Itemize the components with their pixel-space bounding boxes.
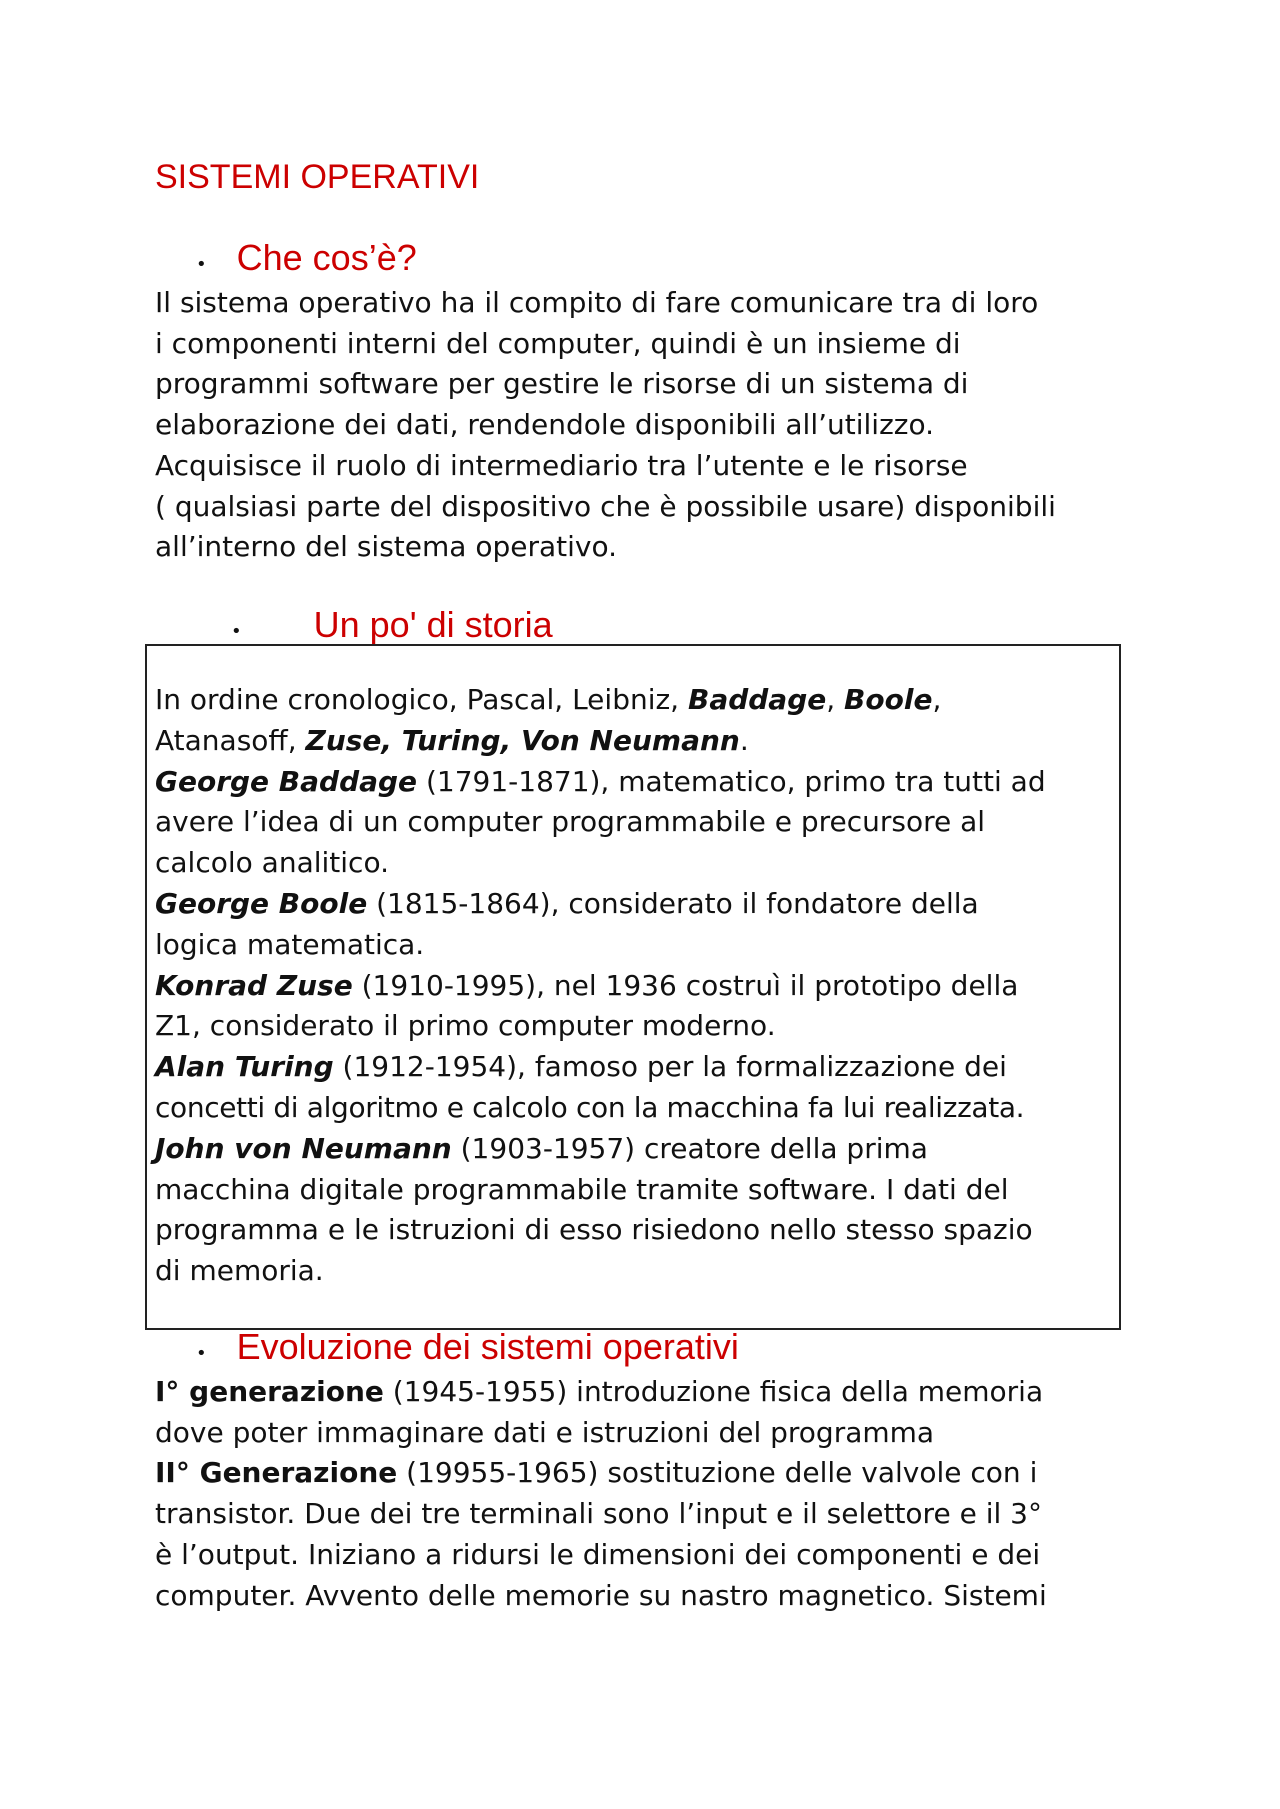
intro-line: Il sistema operativo ha il compito di fare comunicare tra di loro (155, 286, 1039, 319)
history-text: . (739, 723, 749, 757)
history-line: Z1, considerato il primo computer moderno. (155, 1009, 776, 1043)
evolution-line: transistor. Due dei tre terminali sono l’input e il selettore e il 3° (155, 1497, 1042, 1531)
history-text: In ordine cronologico, Pascal, Leibniz, (155, 683, 688, 716)
evolution-line: dove poter immaginare dati e istruzioni del programma (155, 1415, 935, 1449)
history-line: avere l’idea di un computer programmabile e precursore al (155, 805, 986, 839)
evolution-text: (1945-1955) introduzione fisica della memoria (383, 1375, 1044, 1408)
section-heading-history (231, 604, 553, 646)
evolution-line (155, 1372, 1135, 1413)
history-line (155, 884, 1125, 925)
person-name: Konrad Zuse (155, 968, 353, 1002)
section-heading-evolution (196, 1326, 739, 1368)
section-heading-intro (196, 237, 417, 279)
history-text: , (826, 683, 845, 716)
history-line (155, 1129, 1125, 1170)
evolution-line: computer. Avvento delle memorie su nastro magnetico. Sistemi (155, 1578, 1047, 1612)
history-line (155, 762, 1125, 803)
evolution-line: è l’output. Iniziano a ridursi le dimensioni dei componenti e dei (155, 1537, 1041, 1571)
generation-label: I° generazione (155, 1375, 384, 1408)
history-text: (1910-1995), nel 1936 costruì il prototipo della (352, 968, 1019, 1002)
name-baddage: Baddage (687, 683, 827, 716)
intro-line: Acquisisce il ruolo di intermediario tra l’utente e le risorse (155, 448, 968, 482)
history-line (155, 721, 1125, 762)
history-paragraph (155, 680, 1125, 1292)
names-list: Zuse, Turing, Von Neumann (305, 723, 740, 757)
bullet-icon: • (196, 254, 207, 275)
history-line (155, 680, 1125, 721)
intro-line: all’interno del sistema operativo. (155, 530, 617, 564)
history-text: (1791-1871), matematico, primo tra tutti ad (417, 764, 1046, 798)
evolution-text: (19955-1965) sostituzione delle valvole con i (397, 1456, 1038, 1490)
generation-label: II° Generazione (155, 1456, 398, 1490)
intro-line: ( qualsiasi parte del dispositivo che è possibile usare) disponibili (155, 489, 1056, 523)
document-title: SISTEMI OPERATIVI (155, 158, 480, 196)
history-line: di memoria. (155, 1254, 324, 1288)
history-line: calcolo analitico. (155, 846, 389, 880)
evolution-heading: Evoluzione dei sistemi operativi (236, 1326, 739, 1367)
intro-line: programmi software per gestire le risorse di un sistema di (155, 367, 969, 401)
person-name: George Boole (155, 886, 368, 920)
history-line: programma e le istruzioni di esso risiedono nello stesso spazio (155, 1213, 1033, 1247)
history-text: Atanasoff, (155, 723, 306, 757)
history-text: (1903-1957) creatore della prima (451, 1131, 928, 1165)
history-line: logica matematica. (155, 927, 425, 961)
history-text: (1912-1954), famoso per la formalizzazione dei (333, 1050, 1007, 1084)
history-line (155, 966, 1125, 1007)
history-line: concetti di algoritmo e calcolo con la macchina fa lui realizzata. (155, 1090, 1025, 1124)
history-text: (1815-1864), considerato il fondatore della (367, 886, 979, 920)
history-line (155, 1047, 1125, 1088)
person-name: John von Neumann (155, 1131, 452, 1165)
intro-paragraph (155, 283, 1135, 568)
bullet-icon: • (196, 1343, 207, 1364)
person-name: George Baddage (155, 764, 418, 798)
person-name: Alan Turing (155, 1050, 334, 1084)
intro-line: elaborazione dei dati, rendendole disponibili all’utilizzo. (155, 408, 935, 442)
bullet-icon: • (231, 621, 242, 642)
evolution-paragraph (155, 1372, 1135, 1616)
history-text: , (932, 683, 942, 716)
intro-heading: Che cos’è? (236, 237, 417, 278)
history-heading: Un po' di storia (313, 604, 553, 645)
intro-line: i componenti interni del computer, quindi è un insieme di (155, 326, 961, 360)
history-line: macchina digitale programmabile tramite software. I dati del (155, 1172, 1009, 1206)
evolution-line (155, 1453, 1135, 1494)
name-boole: Boole (844, 683, 933, 716)
